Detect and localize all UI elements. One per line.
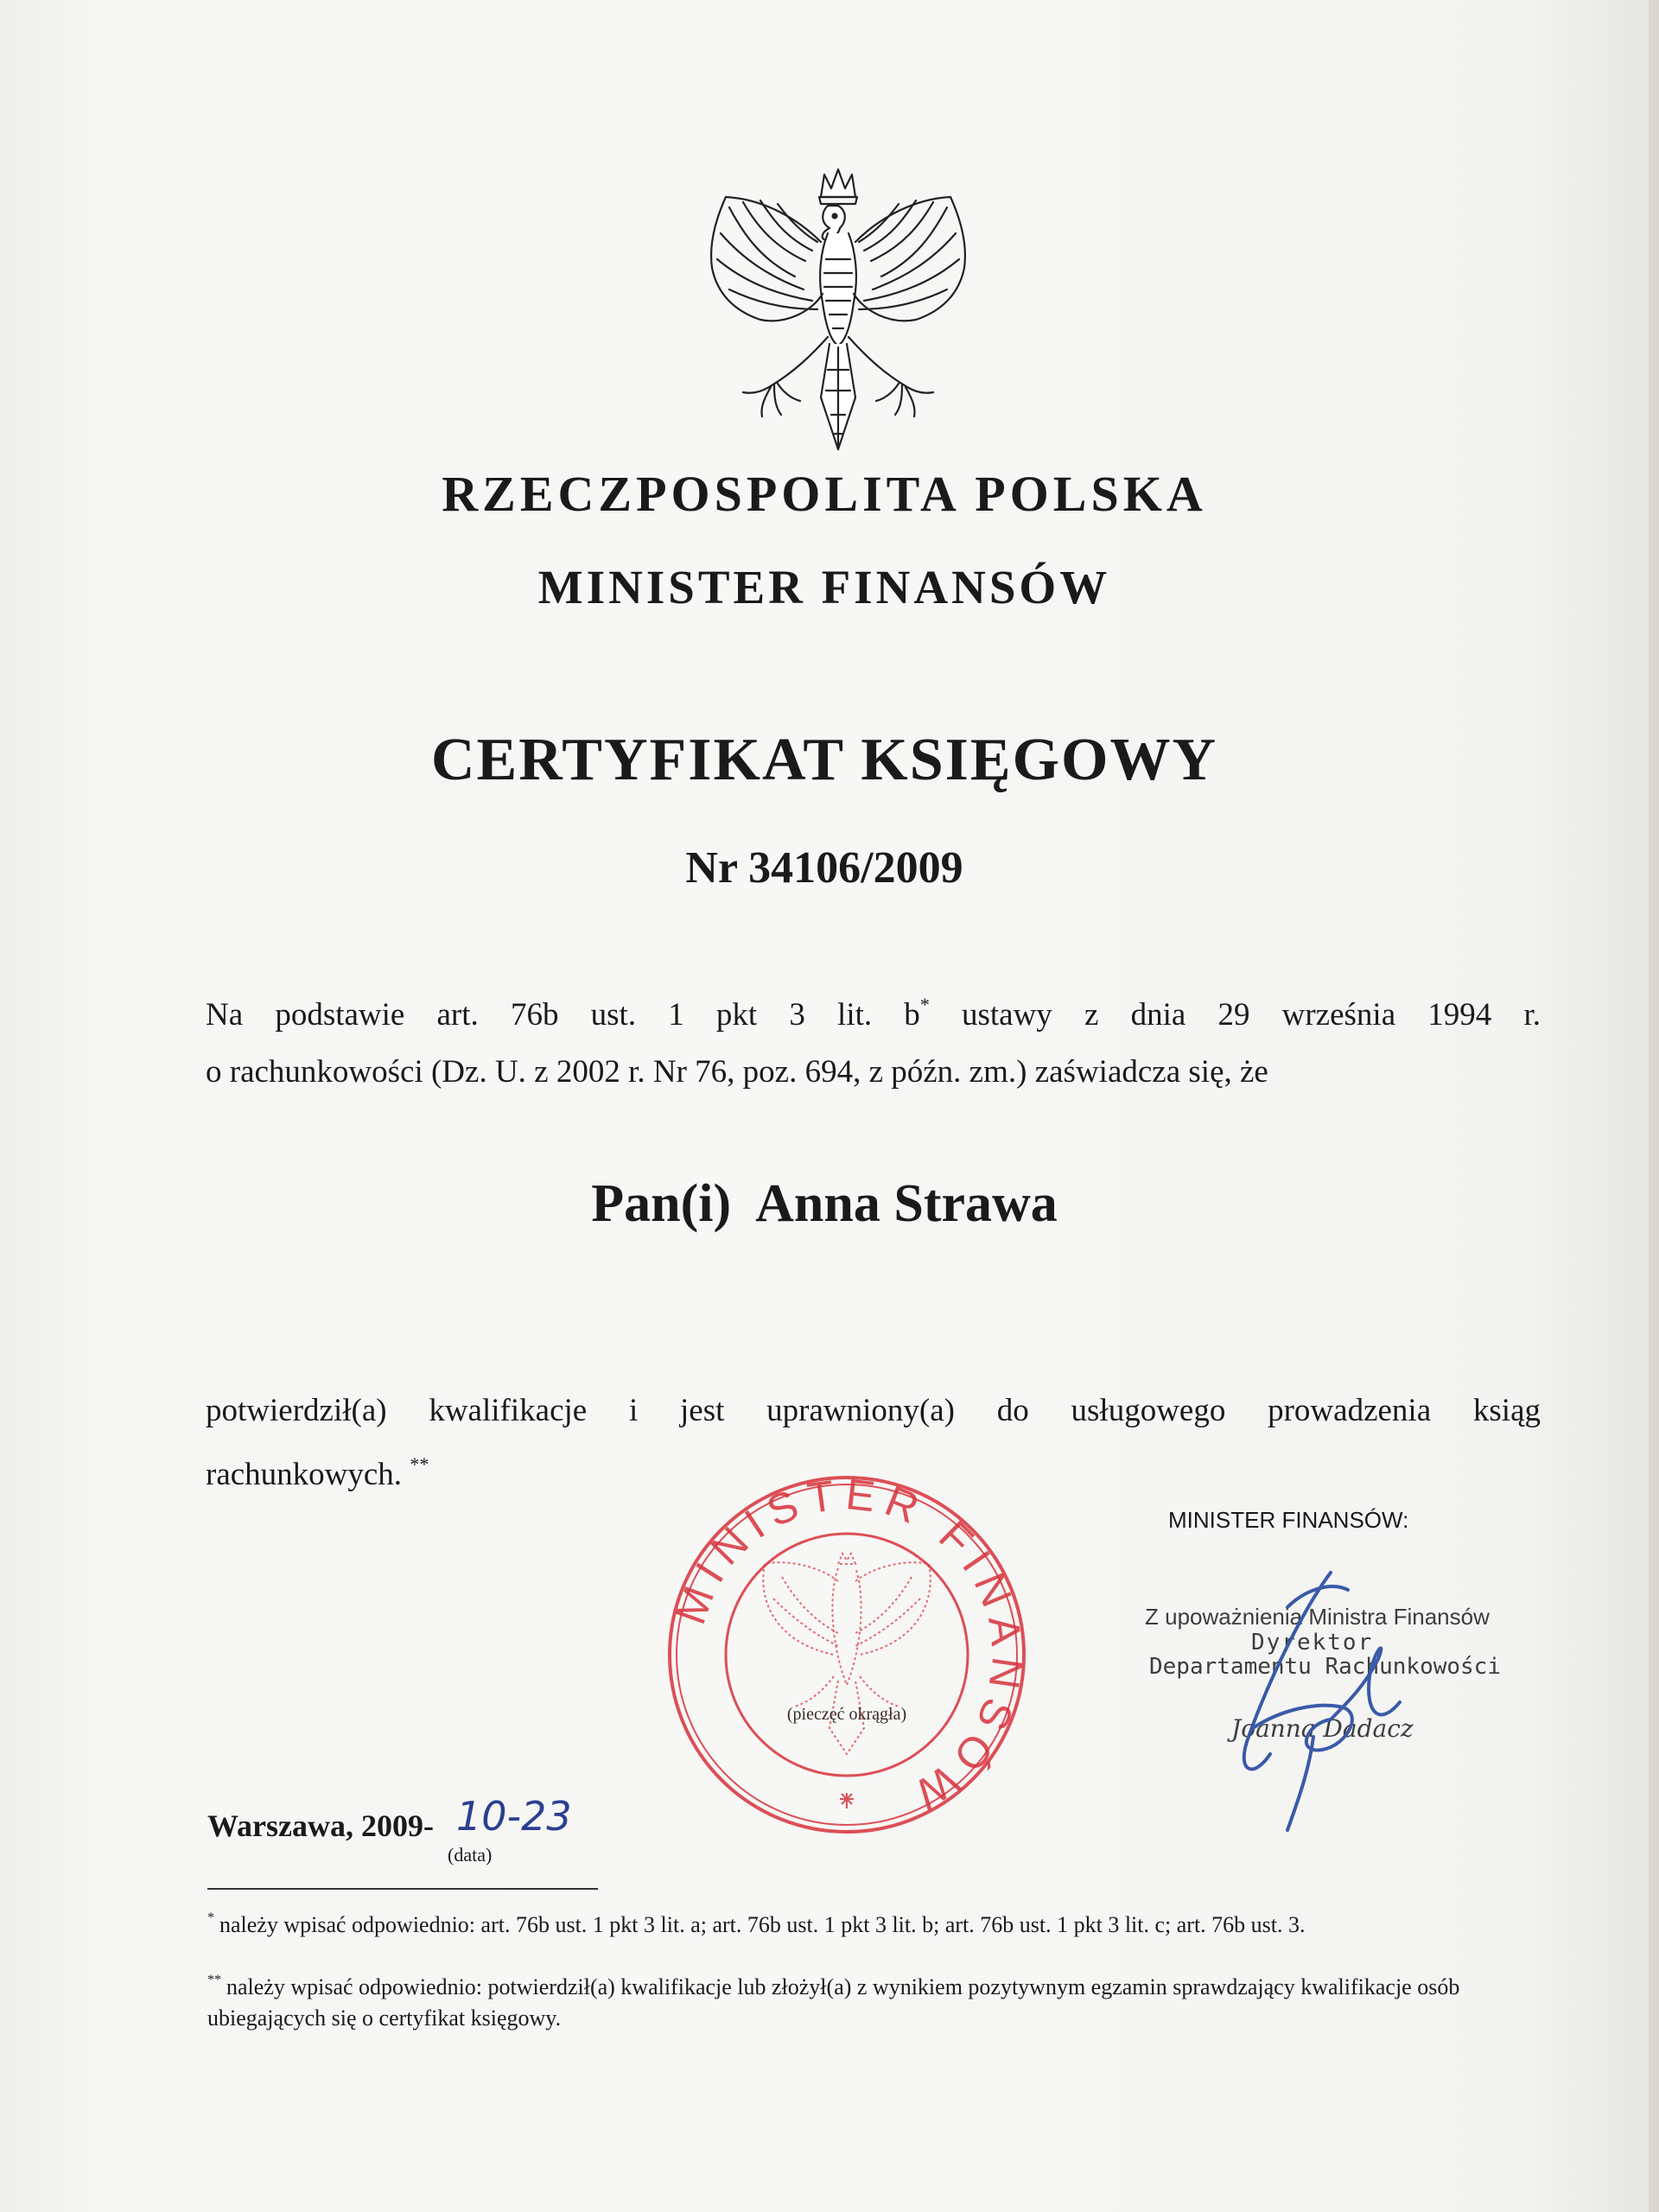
footnote-2-mark: **	[207, 1973, 221, 1987]
footnote-divider	[207, 1888, 598, 1890]
issue-place: Warszawa, 2009-	[207, 1808, 434, 1843]
country-heading: RZECZPOSPOLITA POLSKA	[442, 466, 1207, 522]
holder-full-name: Anna Strawa	[755, 1174, 1058, 1233]
signatory-title: MINISTER FINANSÓW:	[1168, 1507, 1409, 1533]
intro-line-1	[206, 995, 1541, 1031]
authority-heading: MINISTER FINANSÓW	[537, 561, 1111, 613]
holder-prefix: Pan(i)	[591, 1174, 732, 1233]
certificate-title: CERTYFIKAT KSIĘGOWY	[430, 727, 1218, 793]
footnote-1	[207, 1903, 1478, 1941]
holder-name	[0, 1173, 1649, 1235]
certificate-number: Nr 34106/2009	[685, 843, 963, 893]
white-eagle-emblem-icon	[691, 164, 985, 467]
footnote-1-mark: *	[207, 1910, 214, 1925]
stamp-caption: (pieczęć okrągła)	[786, 1705, 907, 1724]
signatory-department: Departamentu Rachunkowości	[1149, 1654, 1501, 1680]
footnote-2-text: należy wpisać odpowiednio: potwierdził(a) kwalifikacje lub złożył(a) z wynikiem pozytywnym egzamin sprawdzający kwalifikacje osób ubiegających się o certyfikat księgowy.	[207, 1974, 1460, 2031]
footnote-1-text: należy wpisać odpowiednio: art. 76b ust. 1 pkt 3 lit. a; art. 76b ust. 1 pkt 3 lit. b; art. 76b ust. 1 pkt 3 lit. c; art. 76b ust. 3.	[219, 1912, 1306, 1937]
intro-tail: ustawy z dnia 29 września 1994 r.	[929, 997, 1541, 1033]
stamp-eagle-icon	[763, 1554, 931, 1754]
qualification-line-1: potwierdził(a) kwalifikacje i jest uprawniony(a) do usługowego prowadzenia ksiąg	[206, 1393, 1541, 1428]
date-caption: (data)	[448, 1844, 493, 1866]
signatory-name: Joanna Dadacz	[1231, 1714, 1414, 1743]
handwritten-signature	[1201, 1555, 1417, 1832]
stamp-ring-text: MINISTER FINANSÓW	[665, 1469, 1033, 1823]
qualification-text: rachunkowych.	[206, 1457, 403, 1492]
stamp-star-icon	[840, 1793, 854, 1808]
footnote-mark: *	[919, 994, 930, 1015]
intro-line-2: o rachunkowości (Dz. U. z 2002 r. Nr 76, poz. 694, z późn. zm.) zaświadcza się, że	[206, 1054, 1268, 1090]
intro-text: Na podstawie art. 76b ust. 1 pkt 3 lit. b	[206, 997, 920, 1033]
signatory-authorization: Z upoważnienia Ministra Finansów	[1145, 1604, 1490, 1630]
footnote-2	[207, 1965, 1478, 2034]
footnote-mark-2: **	[410, 1453, 429, 1475]
issue-date-handwritten: 10-23	[456, 1793, 572, 1840]
signatory-position: Dyrektor	[1251, 1630, 1374, 1656]
round-stamp	[661, 1469, 1033, 1840]
